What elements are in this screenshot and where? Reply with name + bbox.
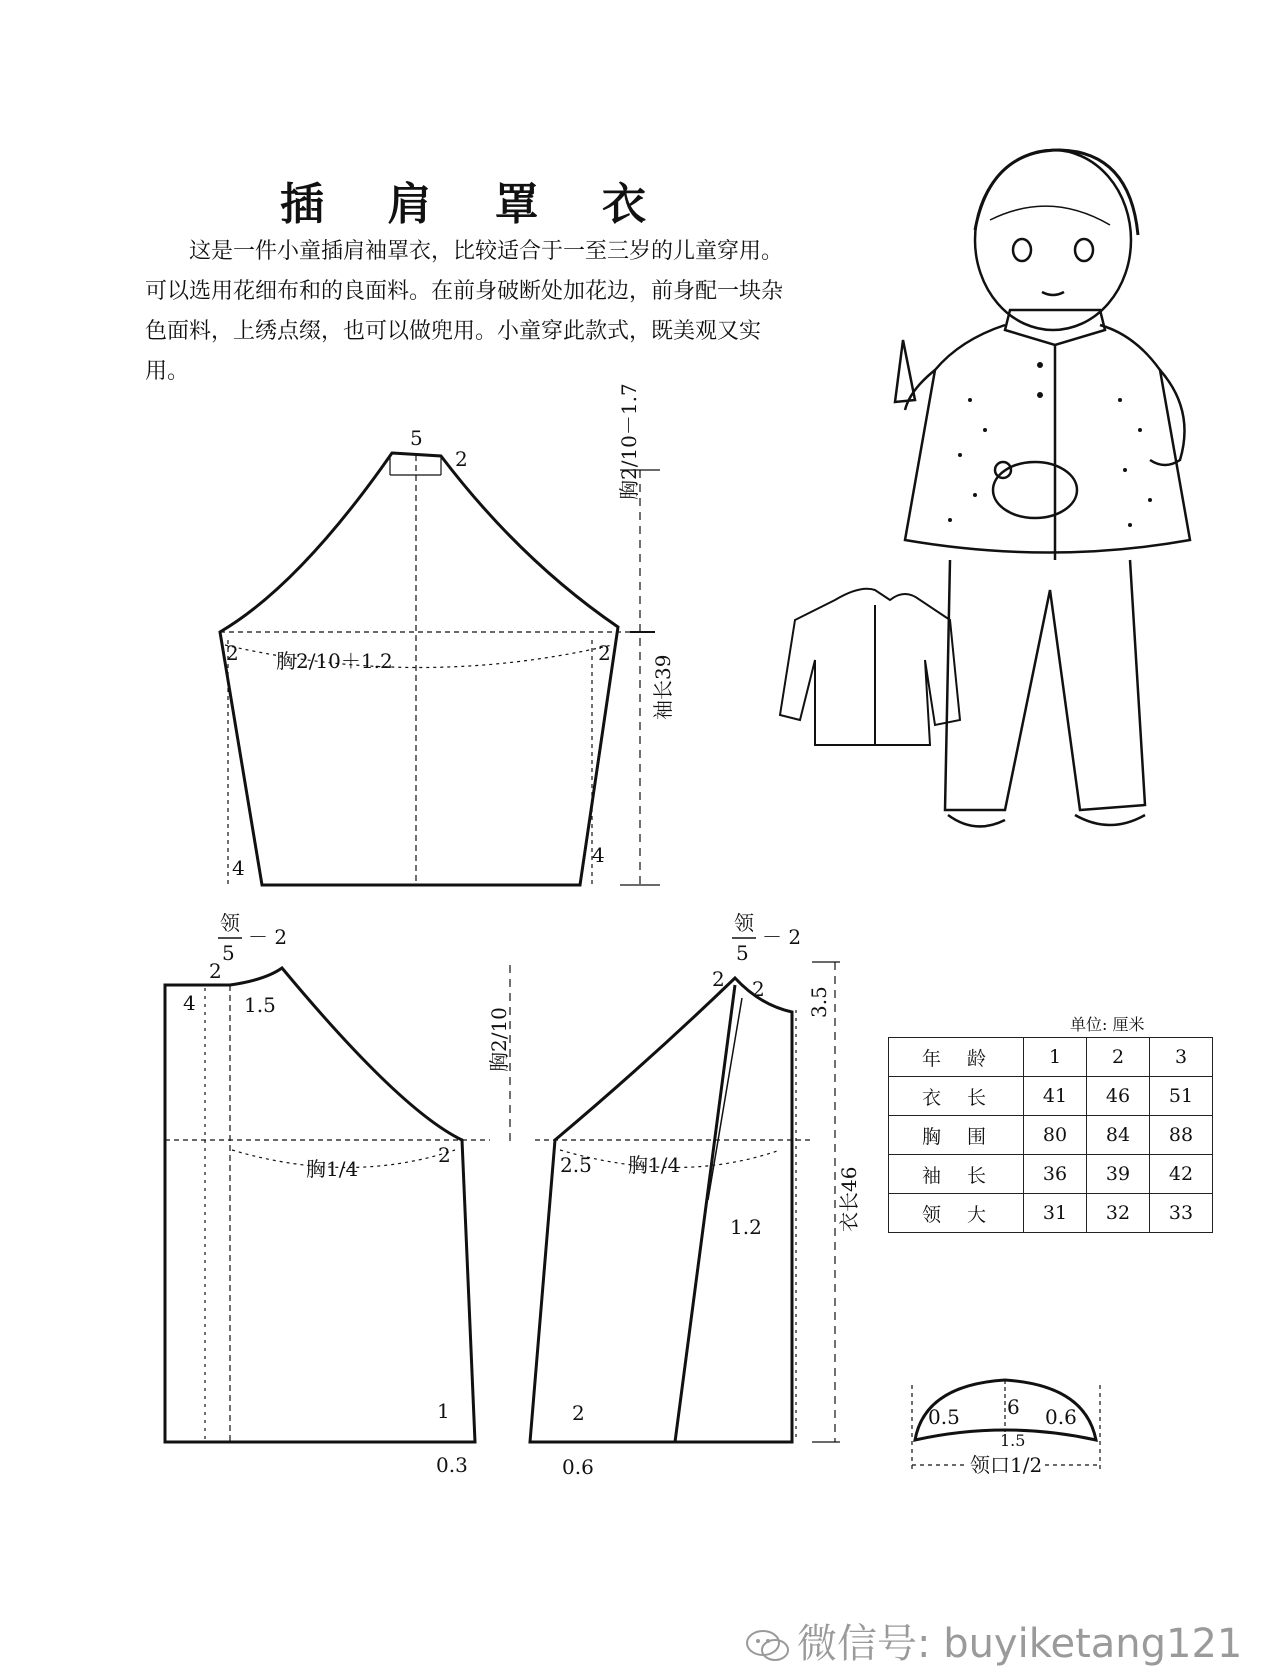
sleeve-top-drop: 2: [455, 447, 468, 471]
cell: 31: [1024, 1194, 1087, 1233]
sleeve-cap-formula: 胸2/10－1.7: [617, 383, 641, 500]
row-label: 衣长: [889, 1077, 1024, 1116]
cell: 3: [1150, 1038, 1213, 1077]
cell: 2: [1087, 1038, 1150, 1077]
collar-center: 6: [1007, 1395, 1020, 1419]
cell: 51: [1150, 1077, 1213, 1116]
sleeve-bottom-left: 4: [232, 856, 245, 880]
back-left-2: 2: [209, 959, 222, 983]
wechat-icon: [745, 1629, 791, 1663]
collar-left: 0.5: [928, 1405, 960, 1429]
front-neck-formula-minus: － 2: [762, 925, 802, 949]
cell: 84: [1087, 1116, 1150, 1155]
sleeve-left-dart: 2: [226, 641, 239, 665]
front-garment-length: 衣长46: [837, 1166, 861, 1232]
intro-paragraph: 这是一件小童插肩袖罩衣，比较适合于一至三岁的儿童穿用。可以选用花细布和的良面料。在前身破断处加花边，前身配一块杂色面料，上绣点缀，也可以做兜用。小童穿此款式，既美观又实用。: [145, 239, 784, 384]
front-neck-formula-top: 领: [734, 911, 754, 935]
row-label: 胸围: [889, 1116, 1024, 1155]
front-2-5: 2.5: [560, 1153, 592, 1177]
front-shoulder-2a: 2: [712, 967, 725, 991]
collar-neck: 领口1/2: [970, 1453, 1043, 1477]
cell: 41: [1024, 1077, 1087, 1116]
sleeve-bottom-right: 4: [592, 843, 605, 867]
cell: 46: [1087, 1077, 1150, 1116]
front-hem-0-6: 0.6: [562, 1455, 594, 1479]
front-3-5: 3.5: [807, 986, 831, 1018]
row-label: 领大: [889, 1194, 1024, 1233]
back-neck-formula-bottom: 5: [222, 941, 235, 965]
back-armhole-formula: 胸2/10: [487, 1007, 511, 1072]
sleeve-top-width: 5: [410, 426, 423, 450]
size-unit: 单位: 厘米: [1070, 1015, 1145, 1034]
collar-bottom: 1.5: [1000, 1431, 1026, 1450]
cell: 32: [1087, 1194, 1150, 1233]
watermark: [745, 1612, 1242, 1669]
back-1-5: 1.5: [244, 993, 276, 1017]
sleeve-chest-formula: 胸2/10＋1.2: [276, 649, 393, 673]
front-hem-2: 2: [572, 1401, 585, 1425]
back-left-4: 4: [183, 991, 196, 1015]
back-chest-quarter: 胸1/4: [306, 1157, 359, 1181]
cell: 36: [1024, 1155, 1087, 1194]
row-label: 年龄: [889, 1038, 1024, 1077]
sleeve-length-label: 袖长39: [651, 654, 675, 720]
cell: 80: [1024, 1116, 1087, 1155]
cell: 33: [1150, 1194, 1213, 1233]
collar-right: 0.6: [1045, 1405, 1077, 1429]
watermark-text: 微信号: buyiketang121: [797, 1621, 1243, 1667]
cell: 1: [1024, 1038, 1087, 1077]
cell: 88: [1150, 1116, 1213, 1155]
sleeve-right-dart: 2: [598, 641, 611, 665]
page-title: 插 肩 罩 衣: [280, 179, 670, 230]
front-neck-formula-bottom: 5: [736, 941, 749, 965]
front-1-2: 1.2: [730, 1215, 762, 1239]
back-hem-0-3: 0.3: [436, 1453, 468, 1477]
front-shoulder-2b: 2: [752, 977, 765, 1001]
front-chest-quarter: 胸1/4: [628, 1153, 681, 1177]
cell: 42: [1150, 1155, 1213, 1194]
back-neck-formula-minus: － 2: [248, 925, 288, 949]
back-neck-formula-top: 领: [220, 911, 240, 935]
row-label: 袖长: [889, 1155, 1024, 1194]
cell: 39: [1087, 1155, 1150, 1194]
back-hem-1: 1: [437, 1399, 450, 1423]
back-side-2: 2: [438, 1143, 451, 1167]
